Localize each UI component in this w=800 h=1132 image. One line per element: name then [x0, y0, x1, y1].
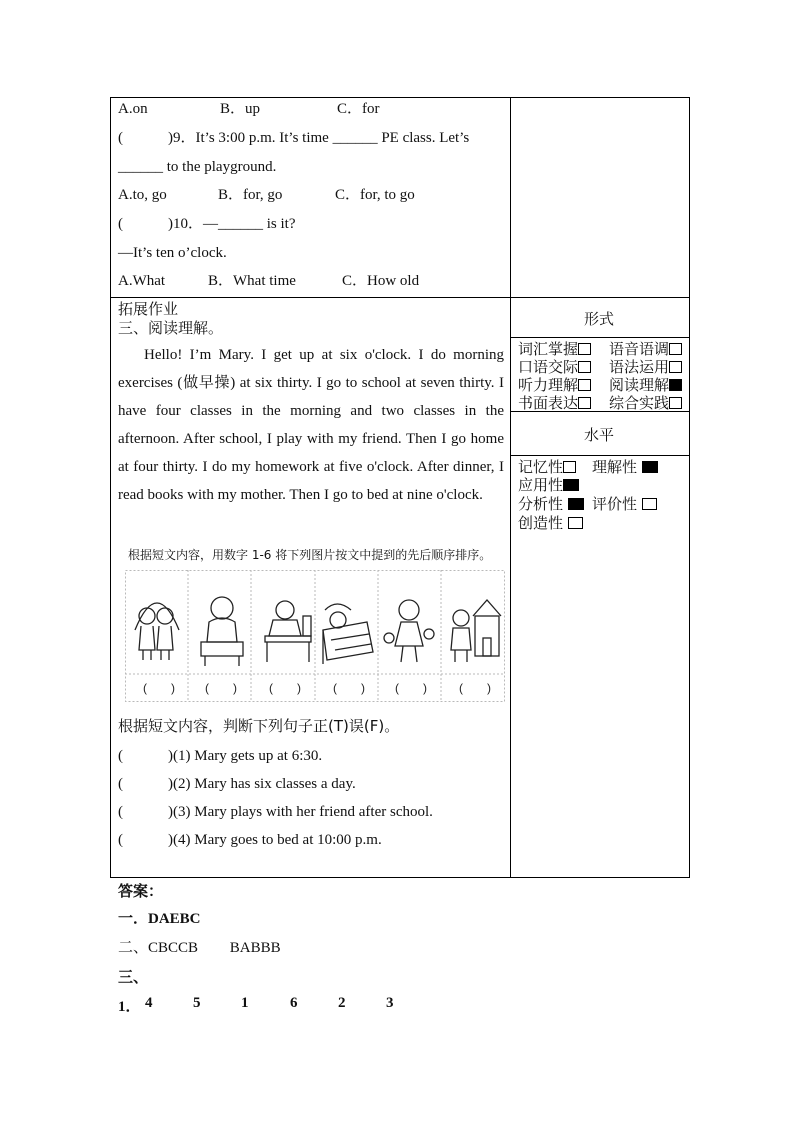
answers-seq-4: 6 — [290, 995, 298, 1011]
level-item-label: 分析性 — [518, 495, 564, 513]
level-item-label: 评价性 — [592, 495, 638, 513]
q10-line-1: ( )10．—______ is it? — [118, 216, 296, 232]
level-item-analysis — [518, 495, 584, 513]
blank-5: ( ) — [395, 681, 427, 695]
table-column-divider — [510, 97, 511, 878]
table-row-divider — [110, 297, 690, 298]
side-divider-1 — [510, 337, 690, 338]
q10-option-c: C．How old — [342, 273, 420, 289]
form-item-listening — [518, 376, 591, 394]
tf-item-2: ( )(2) Mary has six classes a day. — [118, 776, 356, 792]
q9-option-c: C．for, to go — [335, 187, 415, 203]
form-checkbox — [578, 379, 591, 391]
answers-part-1: 一．DAEBC — [118, 911, 201, 927]
q10-option-a: A.What — [118, 273, 166, 289]
pic-jump-rope-icon — [135, 603, 179, 660]
form-item-grammar — [609, 358, 682, 376]
form-item-writing — [518, 394, 591, 412]
answers-seq-2: 5 — [193, 995, 201, 1011]
level-checkbox — [642, 498, 657, 510]
tf-item-1: ( )(1) Mary gets up at 6:30. — [118, 748, 323, 764]
level-checkbox — [568, 517, 583, 529]
q8-option-b: B．up — [220, 101, 261, 117]
answers-part-2-a: 二、CBCCB — [118, 940, 199, 956]
form-checkbox — [578, 343, 591, 355]
form-item-label: 综合实践 — [609, 394, 670, 412]
form-item-label: 阅读理解 — [609, 376, 670, 394]
form-item-label: 听力理解 — [518, 376, 579, 394]
answers-seq-1: 4 — [145, 995, 153, 1011]
q8-option-c: C．for — [337, 101, 380, 117]
blank-1: ( ) — [143, 681, 175, 695]
form-item-label: 口语交际 — [518, 358, 579, 376]
form-item-label: 语法运用 — [609, 358, 670, 376]
form-checkbox-checked — [669, 379, 682, 391]
pic-homework-icon — [265, 601, 311, 662]
level-item-understanding — [592, 458, 658, 476]
level-item-memory — [518, 458, 576, 476]
form-header: 形式 — [584, 310, 615, 328]
q9-option-a: A.to, go — [118, 187, 167, 203]
pic-play-icon — [384, 600, 434, 662]
answers-seq-3: 1 — [241, 995, 249, 1011]
blank-2: ( ) — [205, 681, 237, 695]
q10-line-2: —It’s ten o’clock. — [118, 245, 227, 261]
answers-seq-5: 2 — [338, 995, 346, 1011]
pic-dinner-icon — [201, 597, 243, 666]
answers-seq-6: 3 — [386, 995, 394, 1011]
blank-3: ( ) — [269, 681, 301, 695]
tf-item-4: ( )(4) Mary goes to bed at 10:00 p.m. — [118, 832, 382, 848]
q9-line-2: ______ to the playground. — [118, 159, 277, 175]
table-bottom-border — [110, 877, 690, 878]
form-checkbox — [578, 361, 591, 373]
level-checkbox-checked — [642, 461, 658, 473]
level-checkbox-checked — [563, 479, 579, 491]
form-item-label: 书面表达 — [518, 394, 579, 412]
blank-6: ( ) — [459, 681, 491, 695]
picture-instruction: 根据短文内容，用数字 1-6 将下列图片按文中提到的先后顺序排序。 — [128, 548, 492, 562]
reading-passage: Hello! I’m Mary. I get up at six o'clock. I do morning exercises (做早操) at six thirty. I go to school at seven thirty. I have four classes in the morning and two classes in the afternoon. After school, I play with my friend. Then I go home at four thirty. I do my homework at five o'clock. After dinner, I read books with my mother. Then I go to bed at nine o'clock. — [118, 347, 504, 503]
form-item-vocabulary — [518, 340, 591, 358]
picture-grid — [125, 570, 505, 702]
extension-title: 拓展作业 — [118, 300, 179, 318]
q9-option-b: B．for, go — [218, 187, 283, 203]
form-item-label: 词汇掌握 — [518, 340, 579, 358]
tf-instruction: 根据短文内容，判断下列句子正(T)误(F)。 — [118, 717, 400, 735]
answers-part-3: 三、 — [118, 968, 149, 986]
level-item-label: 理解性 — [592, 458, 638, 476]
level-header: 水平 — [584, 426, 615, 444]
level-item-evaluation — [592, 495, 657, 513]
answers-part-2-b: BABBB — [229, 940, 281, 956]
answers-seq-label: 1． — [118, 999, 141, 1015]
form-checkbox — [669, 397, 682, 409]
form-item-reading — [609, 376, 682, 394]
level-item-label: 应用性 — [518, 476, 564, 494]
blank-4: ( ) — [333, 681, 365, 695]
picture-grid-svg — [125, 570, 505, 702]
form-item-speaking — [518, 358, 591, 376]
form-item-pronunciation — [609, 340, 682, 358]
level-item-application — [518, 476, 579, 494]
level-item-label: 记忆性 — [518, 458, 564, 476]
level-checkbox-checked — [568, 498, 584, 510]
pic-sleep-icon — [323, 604, 373, 664]
form-checkbox — [669, 361, 682, 373]
pic-school-icon — [451, 600, 501, 662]
tf-item-3: ( )(3) Mary plays with her friend after school. — [118, 804, 433, 820]
form-item-practice — [609, 394, 682, 412]
level-item-label: 创造性 — [518, 514, 564, 532]
answers-title: 答案： — [118, 882, 164, 900]
form-checkbox — [578, 397, 591, 409]
side-divider-3 — [510, 455, 690, 456]
table-top-border — [110, 97, 690, 98]
q10-option-b: B．What time — [208, 273, 296, 289]
table-left-border — [110, 97, 111, 878]
table-right-border — [689, 97, 690, 878]
form-checkbox — [669, 343, 682, 355]
section-title: 三、阅读理解。 — [118, 319, 224, 337]
q9-line-1: ( )9．It’s 3:00 p.m. It’s time ______ PE class. Let’s — [118, 130, 470, 146]
q8-option-a: A.on — [118, 101, 148, 117]
level-item-creativity — [518, 514, 583, 532]
answers-part-2 — [118, 936, 281, 957]
level-checkbox — [563, 461, 576, 473]
form-item-label: 语音语调 — [609, 340, 670, 358]
answers-sequence — [118, 995, 394, 1016]
